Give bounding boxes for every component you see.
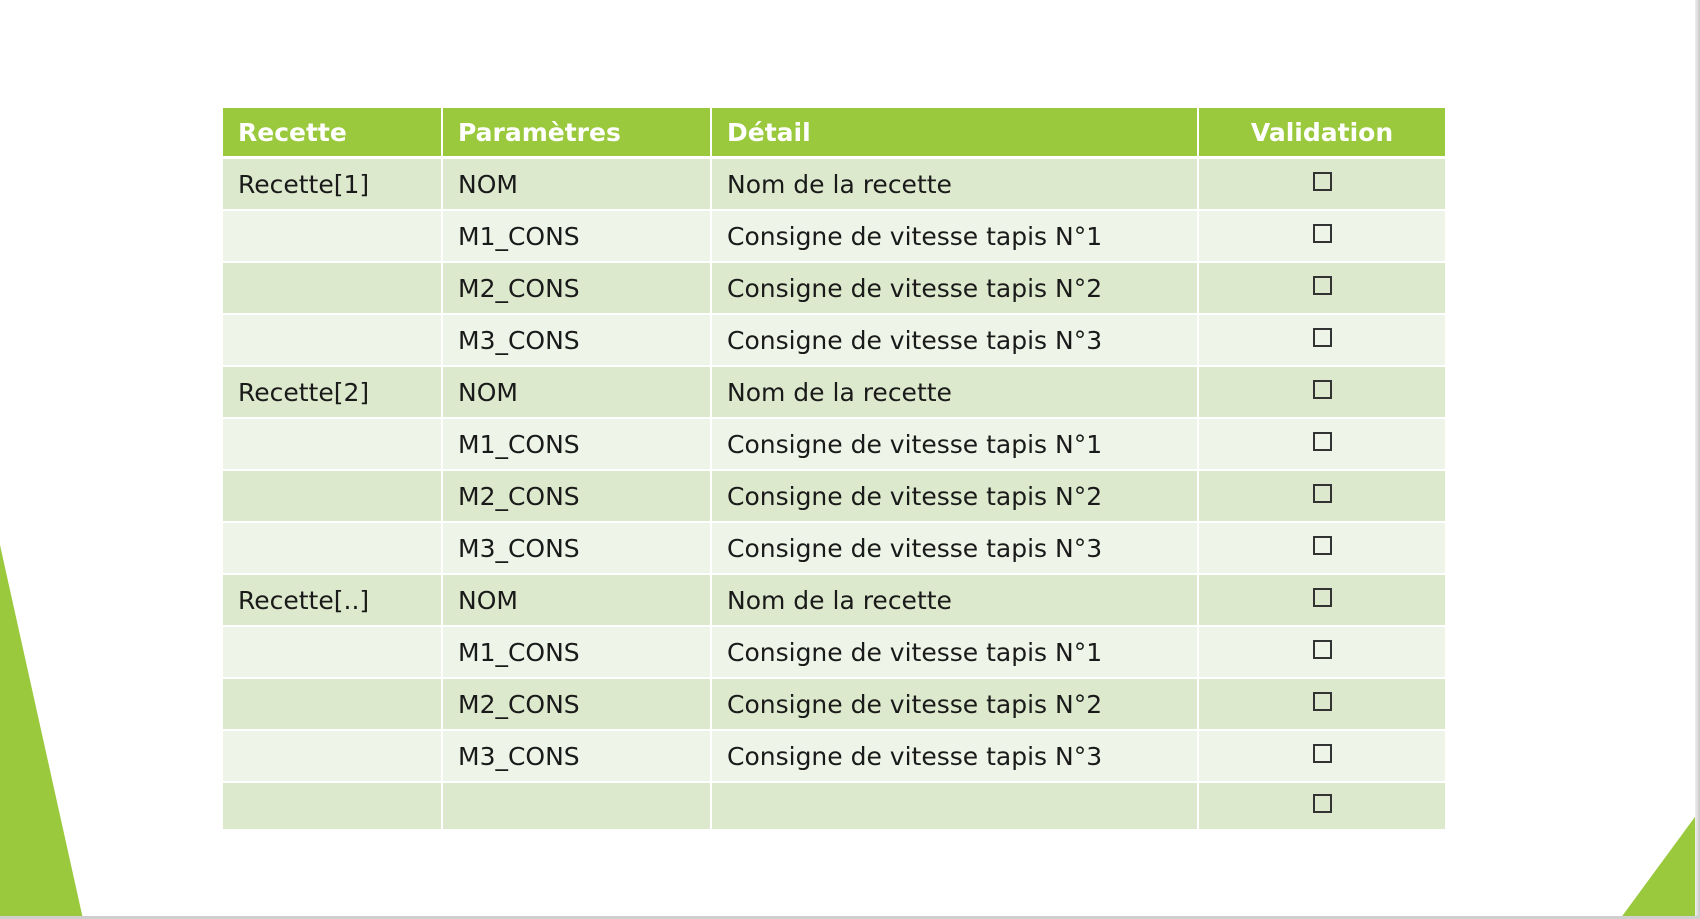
cell-detail: Consigne de vitesse tapis N°2 xyxy=(712,679,1199,731)
cell-parametre: M2_CONS xyxy=(443,471,712,523)
cell-validation xyxy=(1199,211,1445,263)
table-row xyxy=(223,211,1445,263)
cell-recette xyxy=(223,523,443,575)
cell-detail: Consigne de vitesse tapis N°1 xyxy=(712,211,1199,263)
cell-validation xyxy=(1199,315,1445,367)
cell-parametre: M1_CONS xyxy=(443,419,712,471)
cell-recette xyxy=(223,315,443,367)
cell-detail: Nom de la recette xyxy=(712,159,1199,211)
validation-checkbox[interactable] xyxy=(1313,744,1332,763)
table-header-row xyxy=(223,108,1445,159)
table-row xyxy=(223,731,1445,783)
cell-validation xyxy=(1199,731,1445,783)
cell-detail: Consigne de vitesse tapis N°1 xyxy=(712,419,1199,471)
table-row xyxy=(223,679,1445,731)
table-body xyxy=(223,159,1445,831)
validation-checkbox[interactable] xyxy=(1313,484,1332,503)
cell-validation xyxy=(1199,783,1445,831)
cell-parametre: NOM xyxy=(443,367,712,419)
validation-checkbox[interactable] xyxy=(1313,276,1332,295)
cell-recette xyxy=(223,783,443,831)
cell-recette xyxy=(223,627,443,679)
cell-parametre xyxy=(443,783,712,831)
cell-parametre: NOM xyxy=(443,159,712,211)
cell-detail: Consigne de vitesse tapis N°3 xyxy=(712,731,1199,783)
validation-checkbox[interactable] xyxy=(1313,692,1332,711)
validation-checkbox[interactable] xyxy=(1313,172,1332,191)
table-row xyxy=(223,367,1445,419)
header-recette: Recette xyxy=(223,108,443,159)
validation-checkbox[interactable] xyxy=(1313,328,1332,347)
cell-recette: Recette[2] xyxy=(223,367,443,419)
table-row xyxy=(223,419,1445,471)
cell-recette xyxy=(223,263,443,315)
cell-parametre: M2_CONS xyxy=(443,679,712,731)
cell-recette xyxy=(223,471,443,523)
cell-validation xyxy=(1199,263,1445,315)
table-row xyxy=(223,627,1445,679)
cell-recette xyxy=(223,419,443,471)
green-triangle-decoration-right xyxy=(1620,0,1700,919)
validation-checkbox[interactable] xyxy=(1313,588,1332,607)
cell-recette: Recette[1] xyxy=(223,159,443,211)
cell-detail: Consigne de vitesse tapis N°2 xyxy=(712,263,1199,315)
table-row xyxy=(223,523,1445,575)
table-row xyxy=(223,159,1445,211)
cell-parametre: M1_CONS xyxy=(443,211,712,263)
validation-checkbox[interactable] xyxy=(1313,432,1332,451)
cell-detail: Consigne de vitesse tapis N°3 xyxy=(712,523,1199,575)
cell-parametre: NOM xyxy=(443,575,712,627)
cell-detail: Consigne de vitesse tapis N°3 xyxy=(712,315,1199,367)
cell-parametre: M3_CONS xyxy=(443,731,712,783)
cell-recette xyxy=(223,211,443,263)
header-detail: Détail xyxy=(712,108,1199,159)
cell-detail: Consigne de vitesse tapis N°2 xyxy=(712,471,1199,523)
cell-validation xyxy=(1199,679,1445,731)
cell-detail: Nom de la recette xyxy=(712,367,1199,419)
validation-checkbox[interactable] xyxy=(1313,536,1332,555)
cell-validation xyxy=(1199,575,1445,627)
validation-checkbox[interactable] xyxy=(1313,224,1332,243)
cell-parametre: M3_CONS xyxy=(443,315,712,367)
cell-validation xyxy=(1199,523,1445,575)
table-row xyxy=(223,471,1445,523)
cell-validation xyxy=(1199,471,1445,523)
table-row xyxy=(223,315,1445,367)
cell-detail xyxy=(712,783,1199,831)
cell-validation xyxy=(1199,159,1445,211)
table-row xyxy=(223,263,1445,315)
cell-recette: Recette[..] xyxy=(223,575,443,627)
slide-edge-shadow xyxy=(1695,0,1700,919)
green-triangle-decoration-left xyxy=(0,0,100,919)
validation-checkbox[interactable] xyxy=(1313,380,1332,399)
table-row xyxy=(223,575,1445,627)
validation-checkbox[interactable] xyxy=(1313,794,1332,813)
cell-parametre: M2_CONS xyxy=(443,263,712,315)
cell-parametre: M1_CONS xyxy=(443,627,712,679)
cell-detail: Nom de la recette xyxy=(712,575,1199,627)
header-parametres: Paramètres xyxy=(443,108,712,159)
cell-detail: Consigne de vitesse tapis N°1 xyxy=(712,627,1199,679)
cell-recette xyxy=(223,731,443,783)
cell-validation xyxy=(1199,419,1445,471)
cell-validation xyxy=(1199,627,1445,679)
cell-parametre: M3_CONS xyxy=(443,523,712,575)
validation-checkbox[interactable] xyxy=(1313,640,1332,659)
recipe-parameters-table xyxy=(223,108,1445,831)
cell-validation xyxy=(1199,367,1445,419)
cell-recette xyxy=(223,679,443,731)
header-validation: Validation xyxy=(1199,108,1445,159)
table-row xyxy=(223,783,1445,831)
